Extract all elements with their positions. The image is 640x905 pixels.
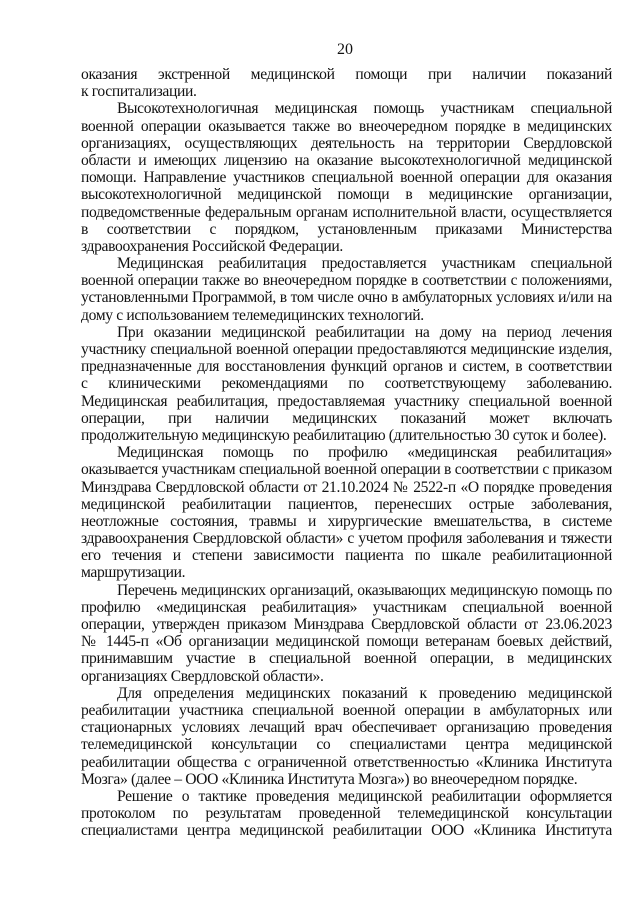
page-number: 20 bbox=[337, 41, 353, 58]
text-line: реабилитации участника специальной военной операции в амбулаторных или bbox=[81, 701, 612, 719]
text-line: военной операции также во внеочередном порядке в соответствии с положениями, bbox=[81, 272, 612, 290]
text-line: стационарных условиях лечащий врач обеспечивает организацию проведения bbox=[81, 719, 612, 737]
text-line: помощи. Направление участников специальной военной операции для оказания bbox=[81, 169, 612, 187]
text-line: продолжительную медицинскую реабилитацию (длительностью 30 суток и более). bbox=[81, 426, 607, 444]
text-line: Медицинская реабилитация, предоставляемая участнику специальной военной bbox=[81, 392, 612, 410]
text-line: Минздрава Свердловской области от 21.10.2024 № 2522-п «О порядке проведения bbox=[81, 478, 612, 496]
text-line: операции, при наличии медицинских показаний может включать bbox=[81, 409, 612, 427]
paragraph bbox=[81, 324, 612, 444]
text-line: Медицинская помощь по профилю «медицинская реабилитация» bbox=[117, 444, 612, 462]
text-line: Медицинская реабилитация предоставляется участникам специальной bbox=[117, 255, 612, 273]
text-line: с клиническими рекомендациями по соответствующему заболеванию. bbox=[81, 375, 612, 393]
text-line: подведомственные федеральным органам исполнительной власти, осуществляется bbox=[81, 203, 612, 221]
paragraph bbox=[81, 582, 612, 685]
paragraph bbox=[81, 100, 612, 255]
text-line: к госпитализации. bbox=[81, 83, 197, 101]
text-line: высокотехнологичной медицинской помощи в медицинские организации, bbox=[81, 186, 612, 204]
text-line: Решение о тактике проведения медицинской реабилитации оформляется bbox=[117, 787, 612, 805]
text-line: оказания экстренной медицинской помощи при наличии показаний bbox=[81, 66, 612, 83]
text-line: дому с использованием телемедицинских технологий. bbox=[81, 306, 424, 324]
text-line: профилю «медицинская реабилитация» участникам специальной военной bbox=[81, 598, 612, 616]
text-line: телемедицинской консультации со специалистами центра медицинской bbox=[81, 736, 612, 754]
text-line: медицинской реабилитации пациентов, перенесших острые заболевания, bbox=[81, 495, 612, 513]
text-line: неотложные состояния, травмы и хирургические вмешательства, в системе bbox=[81, 512, 612, 530]
text-line: здравоохранения Российской Федерации. bbox=[81, 237, 343, 255]
text-line: При оказании медицинской реабилитации на дому на период лечения bbox=[117, 323, 612, 341]
text-line: установленными Программой, в том числе очно в амбулаторных условиях и/или на bbox=[81, 289, 612, 307]
text-line: его течения и степени зависимости пациента по шкале реабилитационной bbox=[81, 547, 612, 565]
text-line: маршрутизации. bbox=[81, 564, 186, 582]
text-line: организациях Свердловской области». bbox=[81, 667, 324, 685]
text-line: протоколом по результатам проведенной телемедицинской консультации bbox=[81, 805, 612, 823]
text-line: здравоохранения Свердловской области» с учетом профиля заболевания и тяжести bbox=[81, 530, 612, 548]
text-line: реабилитации общества с ограниченной ответственностью «Клиника Института bbox=[81, 753, 612, 771]
text-line: Перечень медицинских организаций, оказывающих медицинскую помощь по bbox=[117, 581, 612, 599]
text-line: Мозга» (далее – ООО «Клиника Института Мозга») во внеочередном порядке. bbox=[81, 770, 578, 788]
text-line: участнику специальной военной операции предоставляются медицинские изделия, bbox=[81, 341, 612, 358]
paragraph bbox=[81, 788, 612, 840]
paragraph bbox=[81, 444, 612, 582]
text-line: № 1445-п «Об организации медицинской помощи ветеранам боевых действий, bbox=[81, 633, 612, 651]
paragraph bbox=[81, 66, 612, 100]
text-line: предназначенные для восстановления функций органов и систем, в соответствии bbox=[81, 358, 612, 376]
text-line: операции, утвержден приказом Минздрава Свердловской области от 23.06.2023 bbox=[81, 616, 612, 633]
paragraph bbox=[81, 255, 612, 324]
paragraph bbox=[81, 685, 612, 788]
text-line: Высокотехнологичная медицинская помощь участникам специальной bbox=[117, 100, 612, 118]
text-line: организациях, осуществляющих деятельность на территории Свердловской bbox=[81, 134, 612, 152]
text-line: принимавшим участие в специальной военной операции, в медицинских bbox=[81, 650, 612, 668]
text-line: Для определения медицинских показаний к проведению медицинской bbox=[117, 684, 612, 702]
text-line: в соответствии с порядком, установленным приказами Министерства bbox=[81, 220, 612, 238]
text-line: специалистами центра медицинской реабилитации ООО «Клиника Института bbox=[81, 822, 612, 840]
text-line: области и имеющих лицензию на оказание высокотехнологичной медицинской bbox=[81, 151, 612, 169]
document-body bbox=[81, 66, 612, 839]
text-line: оказывается участникам специальной военной операции в соответствии с приказом bbox=[81, 461, 612, 479]
text-line: военной операции оказывается также во внеочередном порядке в медицинских bbox=[81, 117, 612, 135]
